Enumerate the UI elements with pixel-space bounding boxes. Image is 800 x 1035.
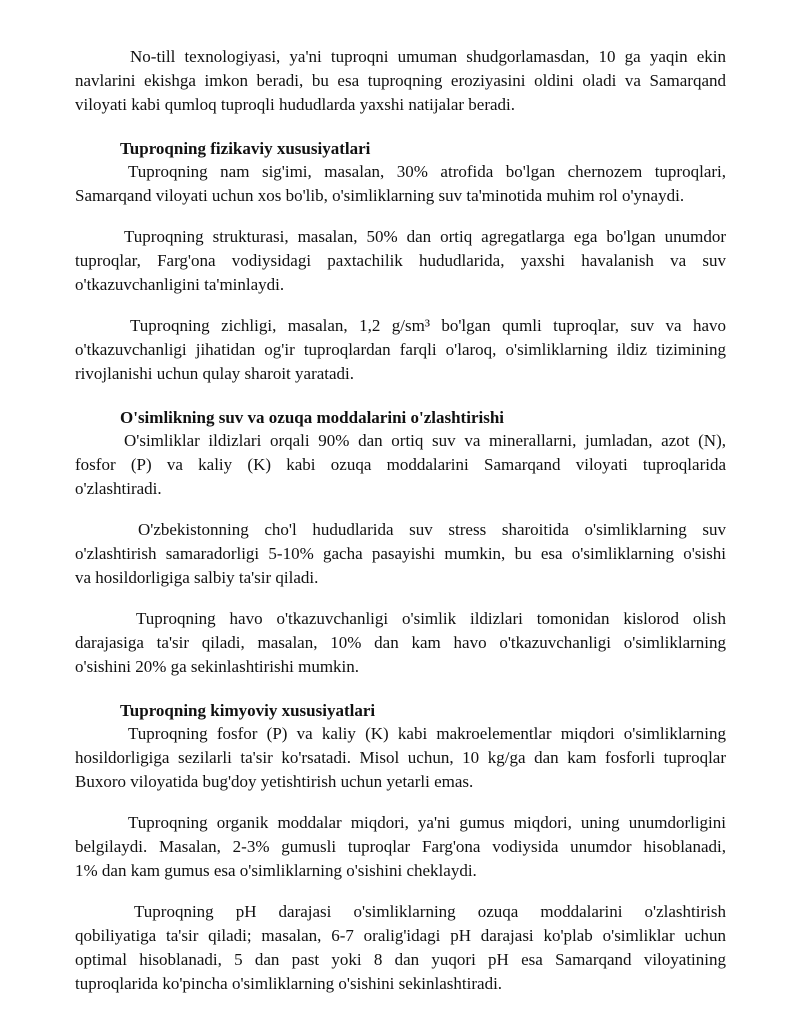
paragraph-line: Samarqand viloyati uchun xos bo'lib, o'simliklarning suv ta'minotida muhim rol o'ynaydi. (75, 186, 685, 205)
paragraph-line: Tuproqning pH darajasi o'simliklarning ozuqa moddalarini o'zlashtirish (134, 902, 726, 921)
document-page (75, 45, 726, 1013)
paragraph-line: darajasiga ta'sir qiladi, masalan, 10% dan kam havo o'tkazuvchanligi o'simliklarning (75, 633, 726, 652)
paragraph-line: O'zbekistonning cho'l hududlarida suv stress sharoitida o'simliklarning suv (138, 520, 726, 539)
section-heading: O'simlikning suv va ozuqa moddalarini o'zlashtirishi (120, 408, 505, 427)
paragraph-line: Tuproqning fosfor (P) va kaliy (K) kabi makroelementlar miqdori o'simliklarning (128, 724, 726, 743)
paragraph-line: qobiliyatiga ta'sir qiladi; masalan, 6-7 oralig'idagi pH darajasi ko'plab o'simliklar uchun (75, 926, 726, 945)
paragraph-line: viloyati kabi qumloq tuproqli hududlarda yaxshi natijalar beradi. (75, 95, 516, 114)
paragraph (75, 314, 726, 386)
paragraph-line: o'tkazuvchanligini ta'minlaydi. (75, 275, 285, 294)
paragraph (75, 811, 726, 883)
paragraph-line: fosfor (P) va kaliy (K) kabi ozuqa moddalarini Samarqand viloyati tuproqlarida (75, 455, 726, 474)
paragraph-line: O'simliklar ildizlari orqali 90% dan ortiq suv va minerallarni, jumladan, azot (N), (124, 431, 726, 450)
paragraph-line: tuproqlarida ko'pincha o'simliklarning o'sishini sekinlashtiradi. (75, 974, 503, 993)
paragraph-line: rivojlanishi uchun qulay sharoit yaratadi. (75, 364, 355, 383)
paragraph-line: Tuproqning havo o'tkazuvchanligi o'simlik ildizlari tomonidan kislorod olish (136, 609, 726, 628)
paragraph-line: o'tkazuvchanligi jihatidan og'ir tuproqlardan farqli o'laroq, o'simliklarning ildiz tizimining (75, 340, 726, 359)
paragraph (75, 518, 726, 590)
paragraph-line: o'sishini 20% ga sekinlashtirishi mumkin. (75, 657, 360, 676)
paragraph-line: o'zlashtiradi. (75, 479, 162, 498)
paragraph (75, 45, 726, 117)
paragraph-line: tuproqlar, Farg'ona vodiysidagi paxtachilik hududlarida, yaxshi havalanish va suv (75, 251, 726, 270)
paragraph-line: belgilaydi. Masalan, 2-3% gumusli tuproqlar Farg'ona vodiysida unumdor hisoblanadi, (75, 837, 726, 856)
paragraph-line: Tuproqning zichligi, masalan, 1,2 g/sm³ bo'lgan qumli tuproqlar, suv va havo (130, 316, 726, 335)
paragraph-line: va hosildorligiga salbiy ta'sir qiladi. (75, 568, 319, 587)
paragraph-line: navlarini ekishga imkon beradi, bu esa tuproqning eroziyasini oldini oladi va Samarqand (75, 71, 726, 90)
section-heading: Tuproqning kimyoviy xususiyatlari (120, 701, 376, 720)
section-heading: Tuproqning fizikaviy xususiyatlari (120, 139, 371, 158)
paragraph-line: Tuproqning nam sig'imi, masalan, 30% atrofida bo'lgan chernozem tuproqlari, (128, 162, 726, 181)
paragraph-line: Tuproqning organik moddalar miqdori, ya'ni gumus miqdori, uning unumdorligini (128, 813, 726, 832)
paragraph (75, 722, 726, 794)
paragraph (75, 160, 726, 208)
paragraph-line: o'zlashtirish samaradorligi 5-10% gacha pasayishi mumkin, bu esa o'simliklarning o'sishi (75, 544, 726, 563)
paragraph-line: No-till texnologiyasi, ya'ni tuproqni umuman shudgorlamasdan, 10 ga yaqin ekin (130, 47, 726, 66)
paragraph-line: Tuproqning strukturasi, masalan, 50% dan ortiq agregatlarga ega bo'lgan unumdor (124, 227, 726, 246)
paragraph-line: 1% dan kam gumus esa o'simliklarning o'sishini cheklaydi. (75, 861, 477, 880)
paragraph (75, 429, 726, 501)
paragraph (75, 225, 726, 297)
paragraph (75, 900, 726, 996)
paragraph-line: optimal hisoblanadi, 5 dan past yoki 8 dan yuqori pH esa Samarqand viloyatining (75, 950, 726, 969)
paragraph (75, 607, 726, 679)
paragraph-line: hosildorligiga sezilarli ta'sir ko'rsatadi. Misol uchun, 10 kg/ga dan kam fosforli tuproqlar (75, 748, 726, 767)
paragraph-line: Buxoro viloyatida bug'doy yetishtirish uchun yetarli emas. (75, 772, 474, 791)
